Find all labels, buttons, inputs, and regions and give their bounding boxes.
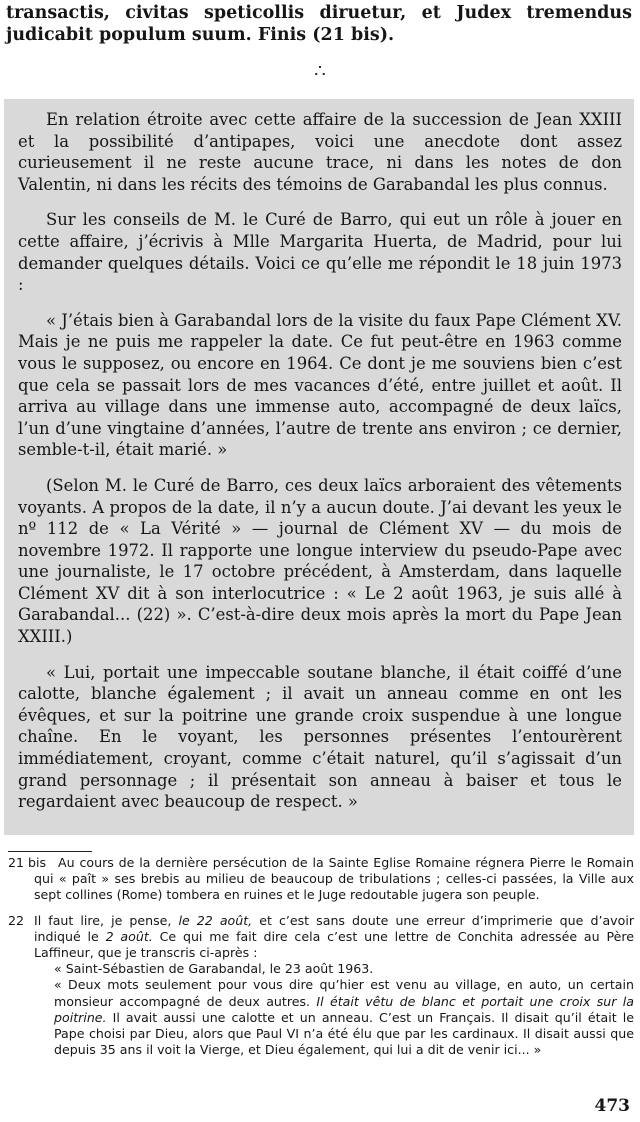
- opening-latin-text: transactis, civitas speticollis diruetur, et Judex tremendus judicabit populum suum. Finis (21 bis).: [6, 3, 632, 45]
- footnote-text-part: Ce qui me fait dire cela c’est une lettre de Conchita adressée au Père Laffineur, que je transcris ci-après :: [34, 928, 634, 961]
- footnotes: [8, 855, 634, 1067]
- letter-text-part: « Deux mots seulement pour vous dire qu’hier est venu au village, en auto, un certain monsieur accompagné de deux autres.: [54, 977, 634, 1009]
- letter-emphasis: Il était vêtu de blanc et portait une croix sur la poitrine.: [54, 993, 634, 1025]
- footnote-emphasis: 2 août.: [105, 928, 153, 944]
- footnote-text: Au cours de la dernière persécution de la Sainte Eglise Romaine régnera Pierre le Romain qui « paît » ses brebis au milieu de beaucoup de tribulations ; celles-ci passées, la Ville aux sept collines (Rome) tombera en ruines et le Juge redoutable jugera son peuple.: [34, 855, 634, 903]
- ornament-asterism-icon: ∴: [314, 61, 326, 82]
- footnote-22: [8, 913, 634, 1059]
- footnote-21bis: [8, 855, 634, 904]
- page-number: 473: [594, 1096, 630, 1116]
- footnote-number: 21 bis: [8, 855, 47, 870]
- box-paragraph: (Selon M. le Curé de Barro, ces deux laïcs arboraient des vêtements voyants. A propos de la date, il n’y a aucun doute. J’ai devant les yeux le nº 112 de « La Vérité » — journal de Clément XV — du mois de novembre 1972. Il rapporte une longue interview du pseudo-Pape avec une journaliste, le 17 octobre précédent, à Amsterdam, dans laquelle Clément XV dit à son interlocutrice : « Le 2 août 1963, je suis allé à Garabandal... (22) ». C’est-à-dire deux mois après la mort du Pape Jean XXIII.): [18, 475, 622, 647]
- box-paragraph: « J’étais bien à Garabandal lors de la visite du faux Pape Clément XV. Mais je ne puis me rappeler la date. Ce fut peut-être en 1963 comme vous le supposez, ou encore en 1964. Ce dont je me souviens bien c’est que cela se passait lors de mes vacances d’été, entre juillet et août. Il arriva au village dans une immense auto, accompagné de deux laïcs, l’un d’une vingtaine d’années, l’autre de trente ans environ ; ce dernier, semble-t-il, était marié. »: [18, 310, 622, 460]
- box-paragraph: « Lui, portait une impeccable soutane blanche, il était coiffé d’une calotte, blanche également ; il avait un anneau comme en ont les évêques, et sur la poitrine une grande croix suspendue à une longue chaîne. En le voyant, les personnes présentes l’entourèrent immédiatement, croyant, comme c’était naturel, qu’il s’agissait d’un grand personnage ; il présentait son anneau à baiser et tous le regardaient avec beaucoup de respect. »: [18, 662, 622, 812]
- footnote-rule: [8, 851, 92, 852]
- letter-body: [34, 977, 634, 1058]
- box-paragraph: En relation étroite avec cette affaire de la succession de Jean XXIII et la possibilité d’antipapes, voici une anecdote dont assez curieusement il ne reste aucune trace, ni dans les notes de don Valentin, ni dans les récits des témoins de Garabandal les plus connus.: [18, 110, 622, 194]
- footnote-emphasis: le 22 août,: [178, 912, 253, 928]
- footnote-text-part: et c’est sans doute une erreur d’imprimerie que d’avoir indiqué le: [34, 912, 634, 944]
- footnote-text: [34, 913, 634, 960]
- box-paragraph: Sur les conseils de M. le Curé de Barro, qui eut un rôle à jouer en cette affaire, j’écrivis à Mlle Margarita Huerta, de Madrid, pour lui demander quelques détails. Voici ce qu’elle me répondit le 18 juin 1973 :: [18, 210, 622, 295]
- letter-text-part: Il avait aussi une calotte et un anneau. C’est un Français. Il disait qu’il était le Pape choisi par Dieu, alors que Paul VI n’a été élu que par les cardinaux. Il disait aussi que depuis 35 ans il voit la Vierge, et Dieu également, qui lui a dit de venir ici... »: [54, 1009, 634, 1058]
- footnote-number: 22: [8, 912, 25, 928]
- footnote-text-part: Il faut lire, je pense,: [34, 912, 172, 928]
- letter-date: « Saint-Sébastien de Garabandal, le 23 août 1963.: [54, 961, 374, 977]
- highlighted-anecdote-box: [4, 99, 634, 835]
